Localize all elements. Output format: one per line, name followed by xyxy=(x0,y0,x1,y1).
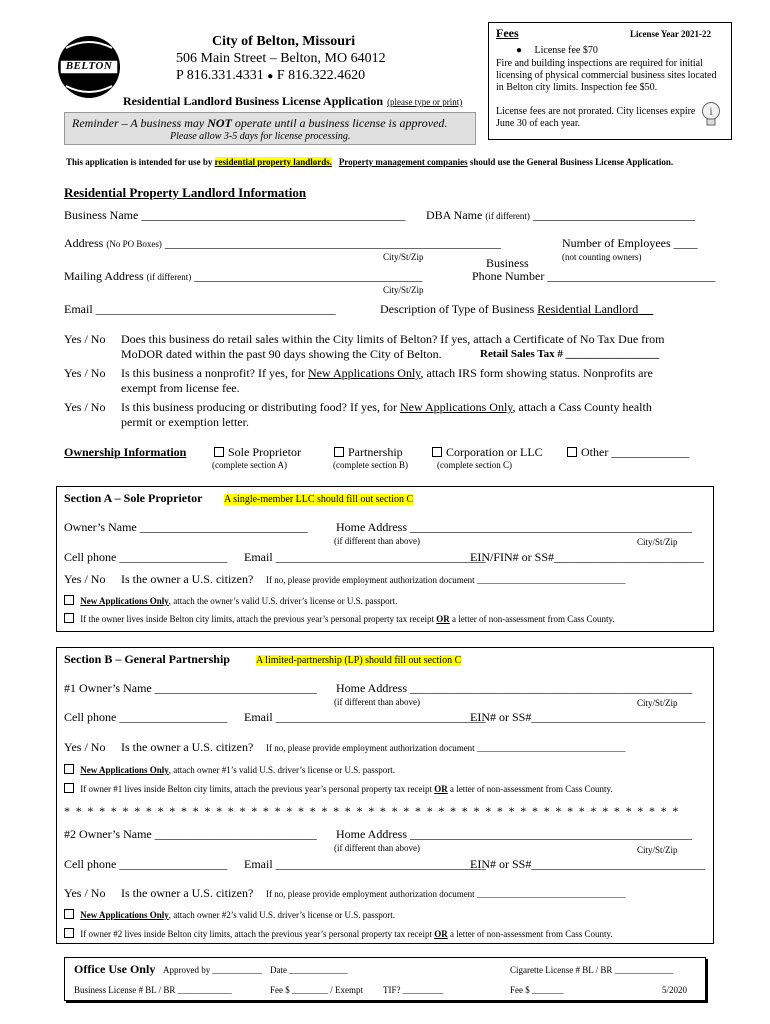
food-yes-no[interactable]: Yes / No xyxy=(64,400,106,414)
food-question: Is this business producing or distributing food? If yes, for New Applications Only, attach a Cass County health xyxy=(121,400,652,414)
section-b-title: Section B – General Partnership xyxy=(64,652,230,666)
b-citizen2-question: Is the owner a U.S. citizen? xyxy=(121,886,254,900)
nonprofit-yes-no[interactable]: Yes / No xyxy=(64,366,106,380)
address-field[interactable]: Address (No PO Boxes) ________________________________________________________ xyxy=(64,236,501,250)
b-home2-address-field[interactable]: Home Address _______________________________________________ xyxy=(336,827,692,841)
svg-text:i: i xyxy=(709,107,713,118)
a-tax-receipt-checkbox[interactable]: If the owner lives inside Belton city limits, attach the previous year’s personal property tax receipt OR a letter of non-assessment from Cass County. xyxy=(64,613,615,624)
reminder-line2: Please allow 3-5 days for license processing. xyxy=(170,131,351,142)
office-use-title: Office Use Only xyxy=(74,962,156,976)
business-label: Business xyxy=(486,256,529,270)
section-a-title: Section A – Sole Proprietor xyxy=(64,491,203,505)
nonprofit-question-2: exempt from license fee. xyxy=(121,381,240,395)
fee-prorate-text: License fees are not prorated. City licenses expire June 30 of each year. xyxy=(496,106,696,129)
b-owner2-name-field[interactable]: #2 Owner’s Name ___________________________ xyxy=(64,827,317,841)
b-citizen2-note[interactable]: If no, please provide employment authorization document _________________________________ xyxy=(266,889,626,899)
ownership-heading: Ownership Information xyxy=(64,445,187,459)
b-cell2-field[interactable]: Cell phone __________________ xyxy=(64,857,228,871)
a-home-address-field[interactable]: Home Address _______________________________________________ xyxy=(336,520,692,534)
reminder-line1: Reminder – A business may NOT operate until a business license is approved. xyxy=(72,116,448,130)
phone-number-field[interactable]: Phone Number ____________________________ xyxy=(472,269,716,283)
b-city1-label: City/St/Zip xyxy=(637,698,678,708)
tif-field[interactable]: TIF? _________ xyxy=(383,985,444,995)
fee-bullet: ● License fee $70 xyxy=(516,45,598,56)
a-city-label: City/St/Zip xyxy=(637,537,678,547)
business-license-field[interactable]: Business License # BL / BR ____________ xyxy=(74,985,232,995)
dba-field[interactable]: DBA Name (if different) ___________________________ xyxy=(426,208,695,222)
b-tax2-checkbox[interactable]: If owner #2 lives inside Belton city limits, attach the previous year’s personal property tax receipt OR a letter of non-assessment from Cass County. xyxy=(64,928,613,939)
fee2-field[interactable]: Fee $ _______ xyxy=(510,985,564,995)
retail-question: Does this business do retail sales within the City limits of Belton? If yes, attach a Certificate of No Tax Due from xyxy=(121,332,665,346)
b-license1-checkbox[interactable]: New Applications Only, attach owner #1’s valid U.S. driver’s license or U.S. passport. xyxy=(64,764,395,775)
b-email1-field[interactable]: Email ___________________________________ xyxy=(244,710,486,724)
city-address: 506 Main Street – Belton, MO 64012 xyxy=(176,51,386,66)
business-name-field[interactable]: Business Name ____________________________________________ xyxy=(64,208,406,222)
belton-logo xyxy=(56,34,122,100)
form-version: 5/2020 xyxy=(662,985,688,995)
a-license-checkbox[interactable]: New Applications Only, attach the owner’s valid U.S. driver’s license or U.S. passport. xyxy=(64,595,397,606)
a-owner-name-field[interactable]: Owner’s Name ____________________________ xyxy=(64,520,308,534)
section-a-note: A single-member LLC should fill out section C xyxy=(224,494,414,505)
other-checkbox[interactable]: Other _____________ xyxy=(567,445,689,460)
nonprofit-question: Is this business a nonprofit? If yes, for New Applications Only, attach IRS form showing status. Nonprofits are xyxy=(121,366,653,380)
b-home1-note: (if different than above) xyxy=(334,697,421,707)
a-home-note: (if different than above) xyxy=(334,536,421,546)
fee-inspection-text: Fire and building inspections are required for initial licensing of physical commercial business sites located in Belton city limits. Inspection fee $50. xyxy=(496,58,717,93)
partnership-note: (complete section B) xyxy=(333,460,408,470)
corporation-note: (complete section C) xyxy=(437,460,512,470)
logo-text: BELTON xyxy=(65,60,113,72)
date-field[interactable]: Date _____________ xyxy=(270,965,348,975)
a-citizen-yes-no[interactable]: Yes / No xyxy=(64,572,106,586)
a-citizen-note[interactable]: If no, please provide employment authorization document _________________________________ xyxy=(266,575,626,585)
a-cell-field[interactable]: Cell phone __________________ xyxy=(64,550,228,564)
b-ein2-field[interactable]: EIN# or SS#_____________________________ xyxy=(470,857,706,871)
description-field[interactable]: Description of Type of Business Residential Landlord xyxy=(380,302,654,316)
food-question-2: permit or exemption letter. xyxy=(121,415,249,429)
employees-field[interactable]: Number of Employees ____ xyxy=(562,236,698,250)
intro-text: This application is intended for use by residential property landlords. Property management companies should use the General Business License Application. xyxy=(66,157,674,167)
page-title: Residential Landlord Business License Application (please type or print) xyxy=(123,94,463,108)
sole-note: (complete section A) xyxy=(212,460,287,470)
retail-question-2: MoDOR dated within the past 90 days showing the City of Belton. xyxy=(121,347,442,361)
landlord-heading: Residential Property Landlord Information xyxy=(64,185,307,200)
mailing-field[interactable]: Mailing Address (if different) ______________________________________ xyxy=(64,269,423,283)
employees-note: (not counting owners) xyxy=(562,252,642,262)
b-citizen2-yes-no[interactable]: Yes / No xyxy=(64,886,106,900)
b-email2-field[interactable]: Email ___________________________________ xyxy=(244,857,486,871)
license-year: License Year 2021-22 xyxy=(630,29,711,39)
city-name: City of Belton, Missouri xyxy=(212,34,356,49)
b-citizen1-yes-no[interactable]: Yes / No xyxy=(64,740,106,754)
b-city2-label: City/St/Zip xyxy=(637,845,678,855)
b-tax1-checkbox[interactable]: If owner #1 lives inside Belton city limits, attach the previous year’s personal property tax receipt OR a letter of non-assessment from Cass County. xyxy=(64,783,613,794)
approved-by-field[interactable]: Approved by ___________ xyxy=(163,965,262,975)
fee-exempt-field[interactable]: Fee $ ________ / Exempt xyxy=(270,985,363,995)
a-ein-field[interactable]: EIN/FIN# or SS#_________________________ xyxy=(470,550,705,564)
a-citizen-question: Is the owner a U.S. citizen? xyxy=(121,572,254,586)
lightbulb-icon xyxy=(701,101,721,134)
section-b-note: A limited-partnership (LP) should fill out section C xyxy=(256,655,462,666)
b-owner1-name-field[interactable]: #1 Owner’s Name ___________________________ xyxy=(64,681,317,695)
partnership-checkbox[interactable]: Partnership xyxy=(334,445,403,460)
retail-yes-no[interactable]: Yes / No xyxy=(64,332,106,346)
b-cell1-field[interactable]: Cell phone __________________ xyxy=(64,710,228,724)
city-phones: P 816.331.4331 ● F 816.322.4620 xyxy=(176,68,366,83)
b-ein1-field[interactable]: EIN# or SS#_____________________________ xyxy=(470,710,706,724)
owner-separator: * * * * * * * * * * * * * * * * * * * * * * * * * * * * * * * * * * * * * * * * * * * * * * * * * * * * * xyxy=(64,804,680,818)
address-city-label: City/St/Zip xyxy=(383,252,424,262)
b-citizen1-question: Is the owner a U.S. citizen? xyxy=(121,740,254,754)
a-email-field[interactable]: Email ___________________________________ xyxy=(244,550,486,564)
b-citizen1-note[interactable]: If no, please provide employment authorization document _________________________________ xyxy=(266,743,626,753)
mailing-city-label: City/St/Zip xyxy=(383,285,424,295)
fees-title: Fees xyxy=(496,26,519,40)
sole-proprietor-checkbox[interactable]: Sole Proprietor xyxy=(214,445,301,460)
retail-tax-field[interactable]: Retail Sales Tax # _________________ xyxy=(480,348,660,360)
b-home1-address-field[interactable]: Home Address _______________________________________________ xyxy=(336,681,692,695)
b-license2-checkbox[interactable]: New Applications Only, attach owner #2’s valid U.S. driver’s license or U.S. passport. xyxy=(64,909,395,920)
corporation-checkbox[interactable]: Corporation or LLC xyxy=(432,445,543,460)
cigarette-license-field[interactable]: Cigarette License # BL / BR _____________ xyxy=(510,965,674,975)
b-home2-note: (if different than above) xyxy=(334,843,421,853)
email-field[interactable]: Email ________________________________________ xyxy=(64,302,336,316)
